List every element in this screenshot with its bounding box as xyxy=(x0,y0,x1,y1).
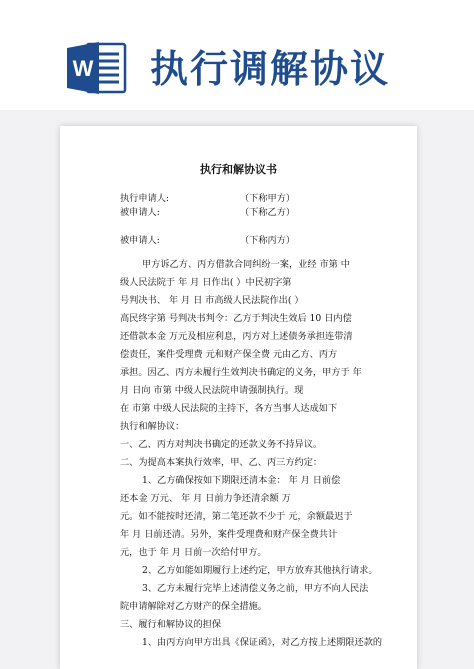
body-line-6: 偿责任，案件受理费 元和财产保全费 元由乙方、丙方 xyxy=(120,349,338,360)
party-label-respondent-1: 被申请人: xyxy=(120,207,160,218)
document-page xyxy=(60,126,417,669)
party-alias-respondent-1: （下称乙方） xyxy=(240,207,296,218)
body-line-5: 还借款本金 万元及相应利息，丙方对上述债务承担连带清 xyxy=(120,331,353,342)
body-line-16: 年 月 日前还清。另外，案件受理费和财产保全费共计 xyxy=(120,529,338,540)
body-line-13: 1、乙方确保按如下期限还清本金： 年 月 日前偿 xyxy=(142,475,341,486)
body-line-9: 在 市第 中级人民法院的主持下，各方当事人达成如下 xyxy=(120,403,338,414)
body-line-18: 2、乙方如能如期履行上述约定，甲方放弃其他执行请求。 xyxy=(142,565,378,576)
body-line-22: 1、由丙方向甲方出具《保证函》，对乙方按上述期限还款的 xyxy=(142,637,383,648)
body-line-4: 高民终字第 号判决书判令：乙方于判决生效后 10 日内偿 xyxy=(120,313,352,324)
body-line-1: 甲方诉乙方、丙方借款合同纠纷一案，业经 市第 中 xyxy=(142,259,350,270)
party-alias-respondent-2: （下称丙方） xyxy=(240,235,296,246)
body-line-17: 元，也于 年 月 日前一次给付甲方。 xyxy=(120,547,267,558)
document-heading: 执行和解协议书 xyxy=(200,163,277,176)
body-line-14: 还本金 万元、 年 月 日前力争还清余额 万 xyxy=(120,493,291,504)
banner xyxy=(0,0,474,110)
body-line-2: 级人民法院于 年 月 日作出( ）中民初字第 xyxy=(120,277,292,288)
body-line-21: 三、履行和解协议的担保 xyxy=(120,619,222,630)
body-line-15: 元。如不能按时还清，第二笔还款不少于 元，余额最迟于 xyxy=(120,511,353,522)
body-line-3: 号判决书、 年 月 日 市高级人民法院作出( ） xyxy=(120,295,304,306)
body-line-8: 月 日向 市第 中级人民法院申请强制执行。现 xyxy=(120,385,304,396)
body-line-19: 3、乙方未履行完毕上述清偿义务之前，甲方不向人民法 xyxy=(142,583,369,594)
body-line-11: 一、乙、丙方对判决书确定的还款义务不持异议。 xyxy=(120,439,323,450)
party-label-respondent-2: 被申请人: xyxy=(120,235,160,246)
party-label-applicant: 执行申请人: xyxy=(120,193,170,204)
party-alias-applicant: （下称甲方） xyxy=(240,193,296,204)
body-line-7: 承担。因乙、丙方未履行生效判决书确定的义务，甲方于 年 xyxy=(120,367,362,378)
word-document-icon xyxy=(65,40,127,96)
body-line-12: 二、为提高本案执行效率，甲、乙、丙三方约定： xyxy=(120,457,323,468)
word-icon-letter: W xyxy=(72,56,94,81)
body-line-20: 院申请解除对乙方财产的保全措施。 xyxy=(120,601,267,612)
body-line-10: 执行和解协议： xyxy=(120,421,185,432)
banner-title: 执行调解协议 xyxy=(150,47,391,91)
